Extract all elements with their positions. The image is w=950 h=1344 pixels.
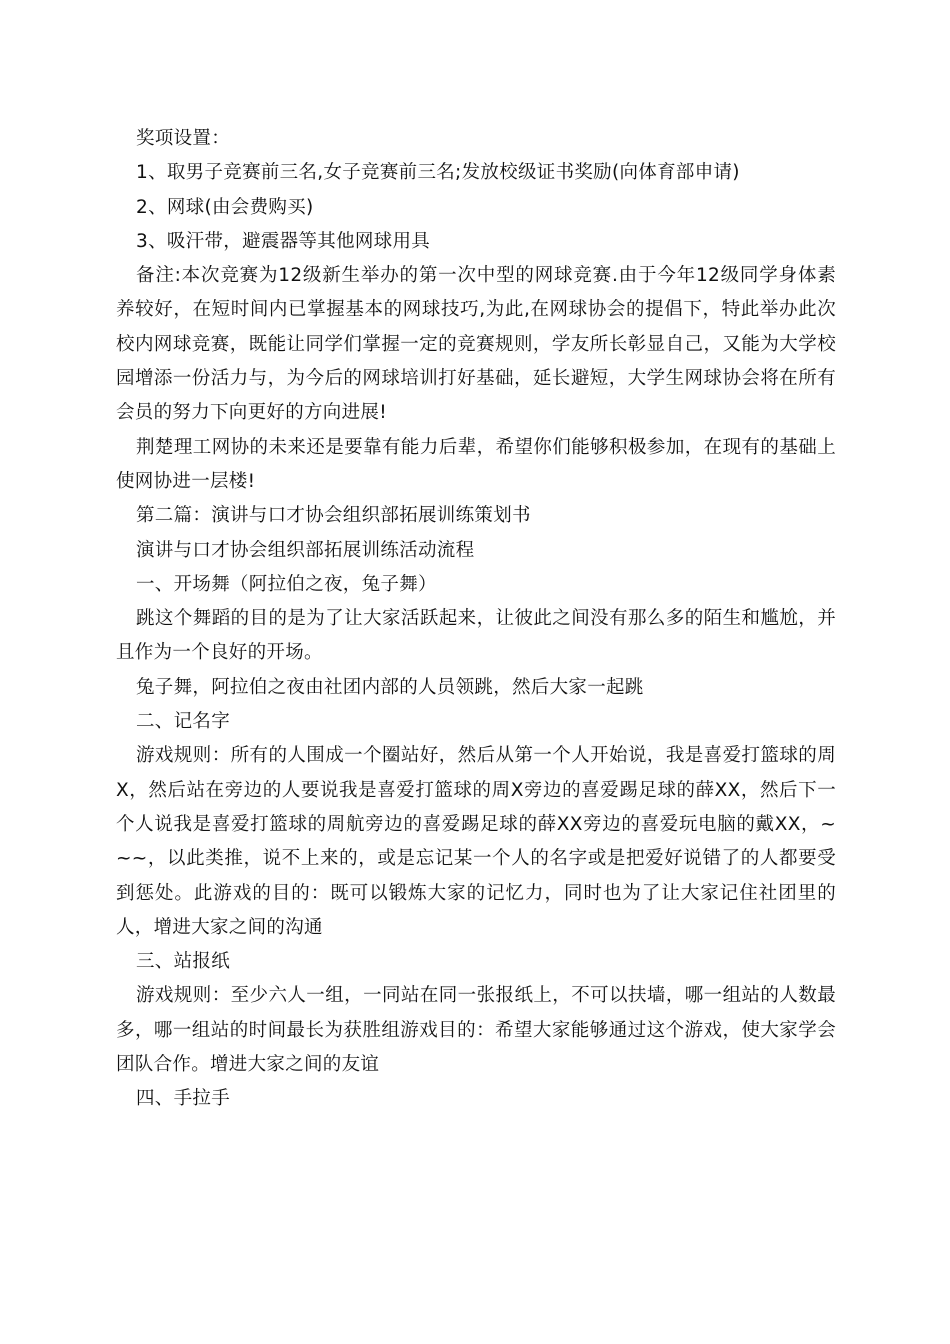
step-3-heading: 三、站报纸: [136, 951, 231, 973]
award-item-1: 1、取男子竞赛前三名,女子竞赛前三名;发放校级证书奖励(向体育部申请): [136, 162, 740, 184]
step-1-purpose: 跳这个舞蹈的目的是为了让大家活跃起来，让彼此之间没有那么多的陌生和尴尬，并且作为一个良好的开场。: [116, 608, 836, 664]
section-title: 第二篇：演讲与口才协会组织部拓展训练策划书: [136, 505, 531, 527]
step-2-rules: 游戏规则：所有的人围成一个圈站好，然后从第一个人开始说，我是喜爱打篮球的周X，然后站在旁边的人要说我是喜爱打篮球的周X旁边的喜爱踢足球的薛XX，然后下一个人说我是喜爱打篮球的周航旁边的喜爱踢足球的薛XX旁边的喜爱玩电脑的戴XX，~~~，以此类推，说不上来的，或是忘记某一个人的名字或是把爱好说错了的人都要受到惩处。此游戏的目的：既可以锻炼大家的记忆力，同时也为了让大家记住社团里的人，增进大家之间的沟通: [116, 745, 836, 938]
activity-flow-title: 演讲与口才协会组织部拓展训练活动流程: [136, 539, 475, 561]
step-1-detail: 兔子舞，阿拉伯之夜由社团内部的人员领跳，然后大家一起跳: [136, 676, 644, 698]
document-body: [116, 122, 836, 1117]
award-item-3: 3、吸汗带，避震器等其他网球用具: [136, 230, 431, 252]
step-2-heading: 二、记名字: [136, 711, 231, 733]
remarks-paragraph: 备注:本次竞赛为12级新生举办的第一次中型的网球竞赛.由于今年12级同学身体素养较好，在短时间内已掌握基本的网球技巧,为此,在网球协会的提倡下，特此举办此次校内网球竞赛，既能让同学们掌握一定的竞赛规则，学友所长彰显自己，又能为大学校园增添一份活力与，为今后的网球培训打好基础，延长避短，大学生网球协会将在所有会员的努力下向更好的方向进展!: [116, 265, 836, 424]
step-3-rules: 游戏规则：至少六人一组，一同站在同一张报纸上，不可以扶墙，哪一组站的人数最多，哪一组站的时间最长为获胜组游戏目的：希望大家能够通过这个游戏，使大家学会团队合作。增进大家之间的友谊: [116, 985, 836, 1076]
closing-paragraph: 荆楚理工网协的未来还是要靠有能力后辈，希望你们能够积极参加，在现有的基础上使网协进一层楼!: [116, 436, 836, 492]
step-4-heading: 四、手拉手: [136, 1088, 231, 1110]
award-item-2: 2、网球(由会费购买): [136, 196, 314, 218]
awards-heading: 奖项设置：: [136, 128, 231, 149]
step-1-heading: 一、开场舞（阿拉伯之夜，兔子舞）: [136, 573, 437, 595]
